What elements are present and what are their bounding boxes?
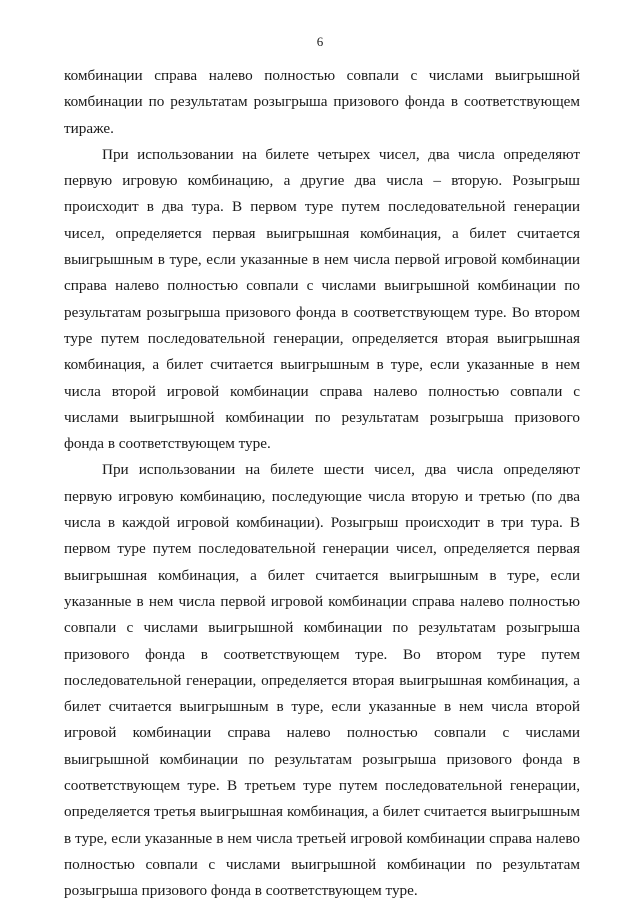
paragraph-six-numbers: При использовании на билете шести чисел, два числа определяют первую игровую комбинацию, последующие числа вторую и третью (по два числа в каждой игровой комбинации). Розыгрыш происходит в три тура. В первом туре путем последовательной генерации чисел, определяется первая выигрышная комбинация, а билет считается выигрышным в туре, если указанные в нем числа первой игровой комбинации справа налево полностью совпали с числами выигрышной комбинации по результатам розыгрыша призового фонда в соответствующем туре. Во втором туре путем последовательной генерации, определяется вторая выигрышная комбинация, а билет считается выигрышным в туре, если указанные в нем числа второй игровой комбинации справа налево полностью совпали с числами выигрышной комбинации по результатам розыгрыша призового фонда в соответствующем туре. В третьем туре путем последовательной генерации, определяется третья выигрышная комбинация, а билет считается выигрышным в туре, если указанные в нем числа третьей игровой комбинации справа налево полностью совпали с числами выигрышной комбинации по результатам розыгрыша призового фонда в соответствующем туре. bbox=[64, 461, 580, 900]
paragraph-four-numbers: При использовании на билете четырех чисел, два числа определяют первую игровую комбинацию, а другие два числа – вторую. Розыгрыш происходит в два тура. В первом туре путем последовательной генерации чисел, определяется первая выигрышная комбинация, а билет считается выигрышным в туре, если указанные в нем числа первой игровой комбинации справа налево полностью совпали с числами выигрышной комбинации по результатам розыгрыша призового фонда в соответствующем туре. Во втором туре путем последовательной генерации, определяется вторая выигрышная комбинация, а билет считается выигрышным в туре, если указанные в нем числа второй игровой комбинации справа налево полностью совпали с числами выигрышной комбинации по результатам розыгрыша призового фонда в соответствующем туре. bbox=[64, 145, 580, 453]
document-body bbox=[64, 63, 580, 905]
page-number: 6 bbox=[316, 34, 324, 49]
paragraph-continuation: комбинации справа налево полностью совпали с числами выигрышной комбинации по результатам розыгрыша призового фонда в соответствующем тираже. bbox=[64, 67, 580, 137]
